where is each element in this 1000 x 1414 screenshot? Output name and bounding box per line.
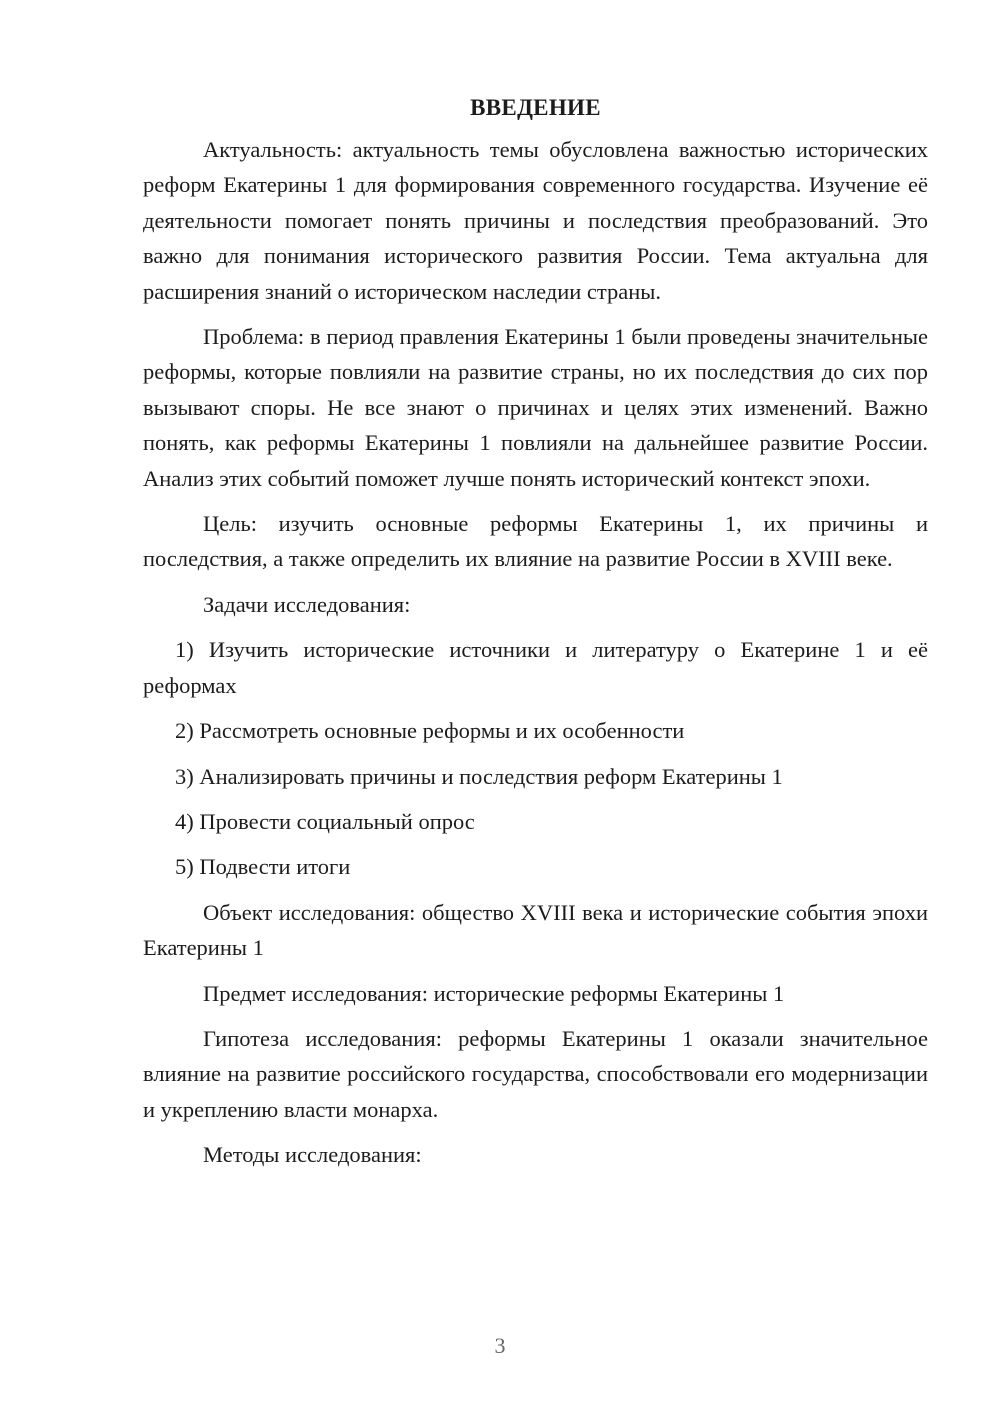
task-item-4: 4) Провести социальный опрос: [175, 808, 475, 834]
tasks-heading: Задачи исследования:: [203, 591, 411, 617]
hypothesis-paragraph: Гипотеза исследования: реформы Екатерины 1 оказали значительное влияние на развитие российского государства, способствовали его модернизации и укреплению власти монарха.: [143, 1025, 928, 1122]
task-item-1: 1) Изучить исторические источники и литературу о Екатерине 1 и её реформах: [143, 637, 928, 698]
subject-paragraph: Предмет исследования: исторические реформы Екатерины 1: [203, 980, 785, 1006]
task-item-2: 2) Рассмотреть основные реформы и их особенности: [175, 718, 685, 744]
task-item-3: 3) Анализировать причины и последствия реформ Екатерины 1: [175, 763, 783, 789]
document-page: [143, 90, 928, 1183]
task-item-5: 5) Подвести итоги: [175, 854, 351, 880]
object-paragraph: Объект исследования: общество XVIII века и исторические события эпохи Екатерины 1: [143, 899, 928, 961]
goal-paragraph: Цель: изучить основные реформы Екатерины 1, их причины и последствия, а также определить их влияние на развитие России в XVIII веке.: [143, 511, 928, 572]
problem-paragraph: Проблема: в период правления Екатерины 1 были проведены значительные реформы, которые повлияли на развитие страны, но их последствия до сих пор вызывают споры. Не все знают о причинах и целях этих изменений. Важно понять, как реформы Екатерины 1 повлияли на дальнейшее развитие России. Анализ этих событий поможет лучше понять исторический контекст эпохи.: [143, 324, 928, 491]
page-title: ВВЕДЕНИЕ: [470, 95, 601, 120]
page-number: 3: [494, 1333, 506, 1358]
relevance-paragraph: Актуальность: актуальность темы обусловлена важностью исторических реформ Екатерины 1 для формирования современного государства. Изучение её деятельности помогает понять причины и последствия преобразований. Это важно для понимания исторического развития России. Тема актуальна для расширения знаний о историческом наследии страны.: [143, 137, 928, 304]
methods-paragraph: Методы исследования:: [203, 1142, 422, 1168]
